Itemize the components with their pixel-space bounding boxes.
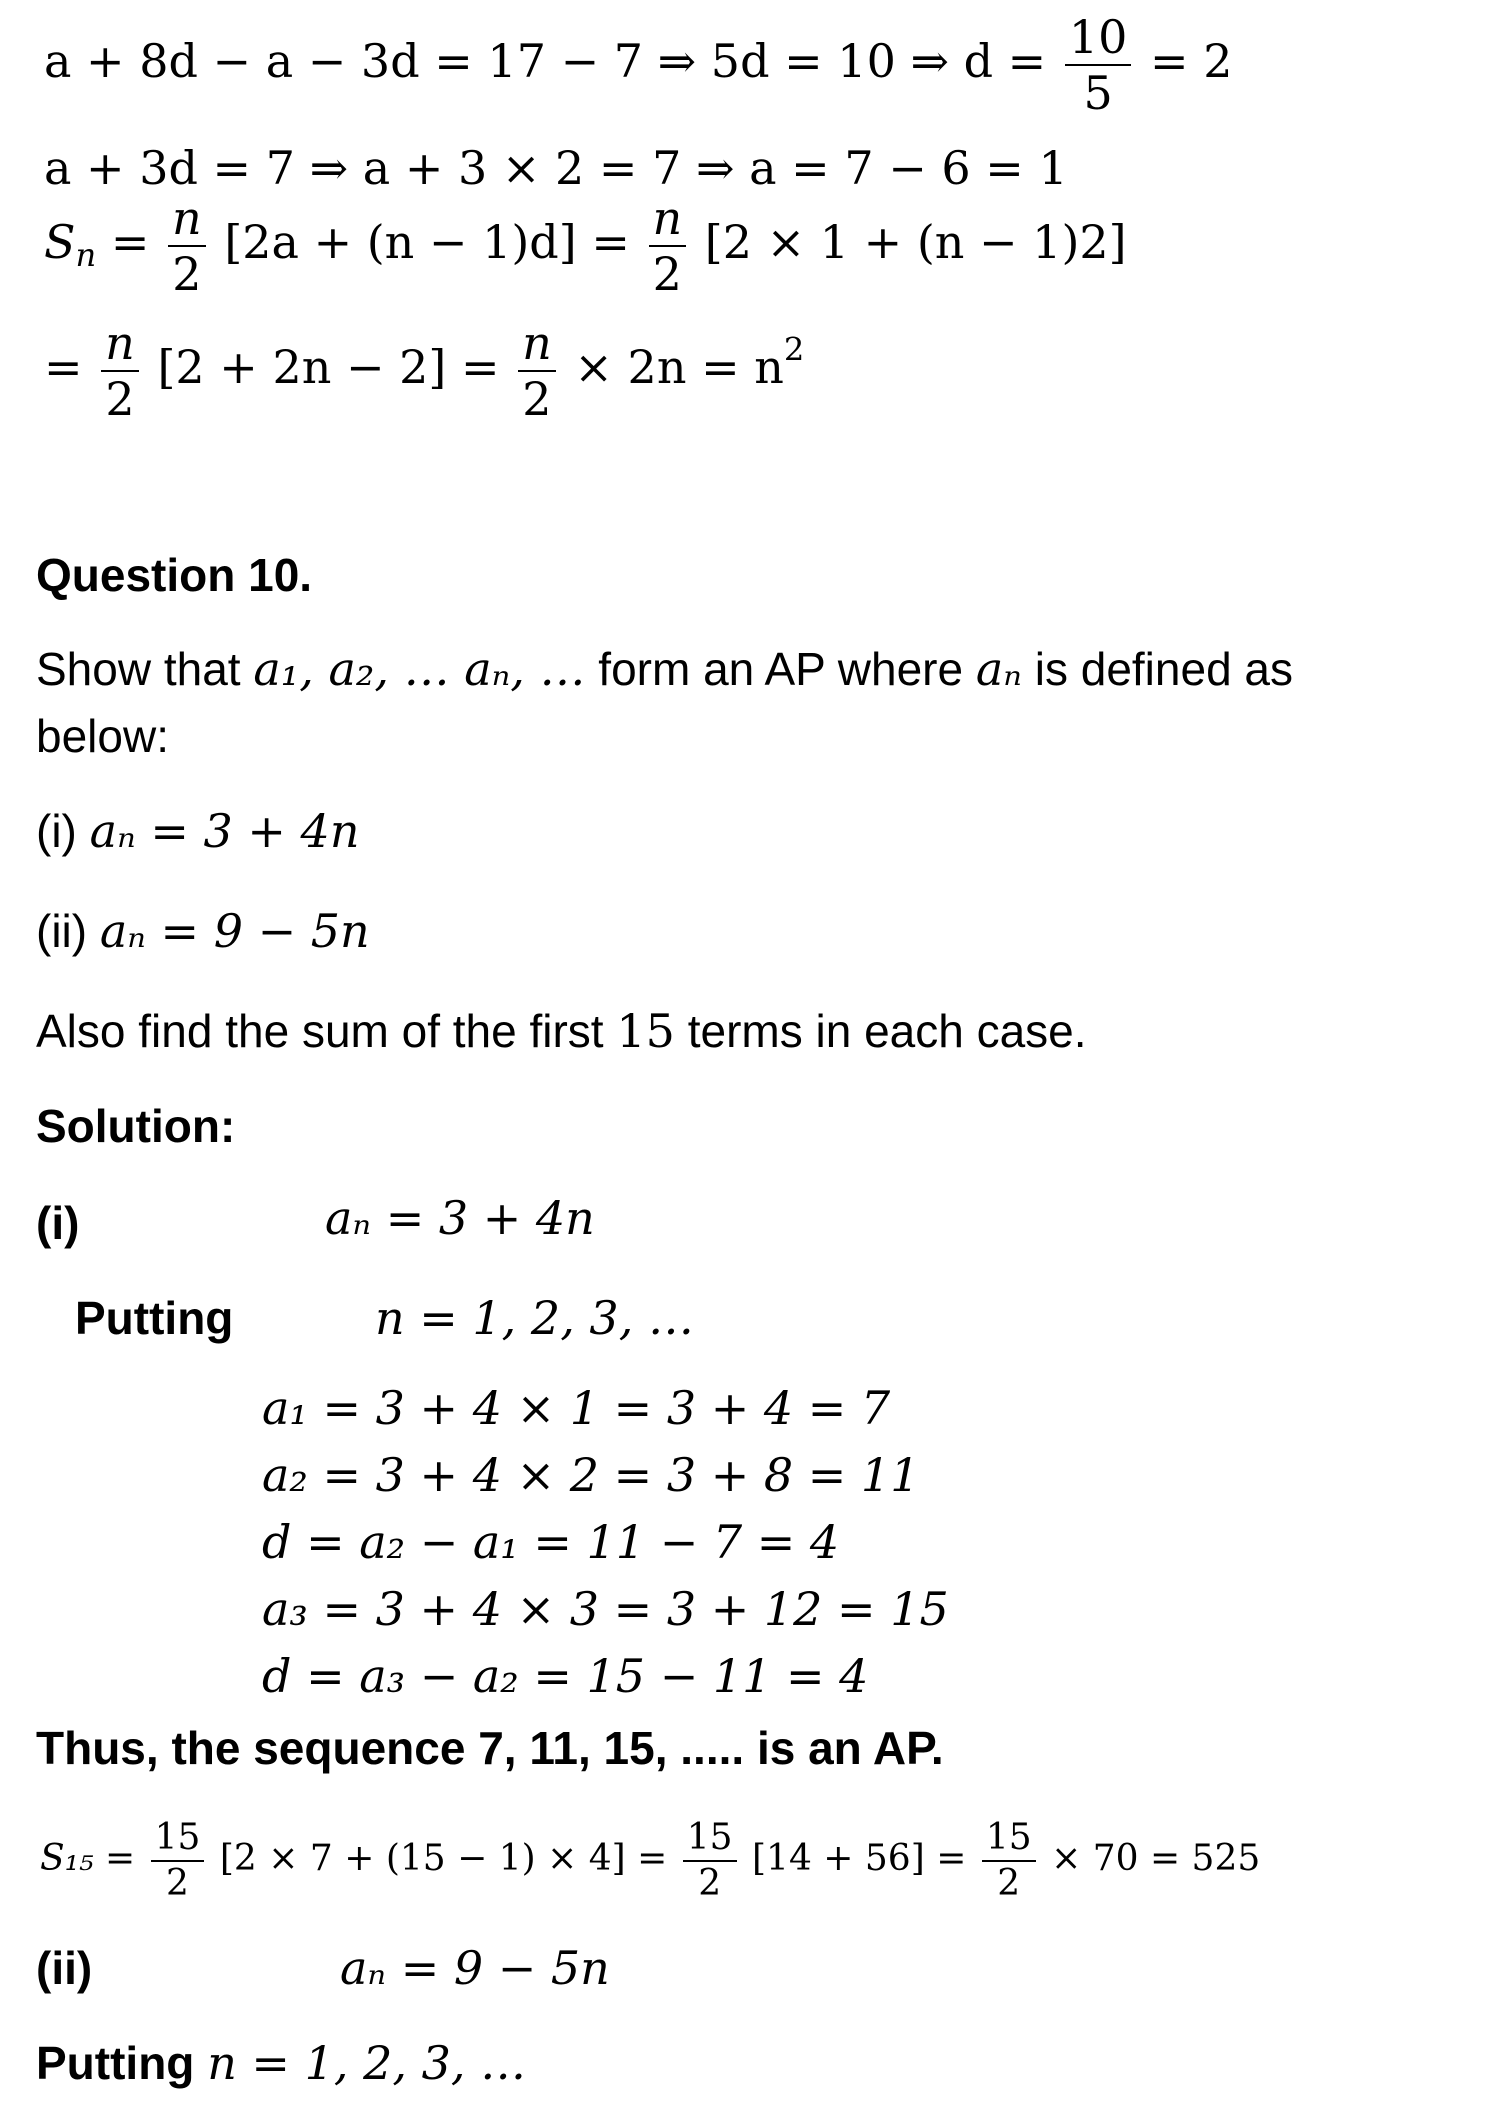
also-number: 15	[616, 1004, 675, 1058]
intro-text: is defined as	[1034, 643, 1294, 695]
equals-sign: =	[110, 215, 150, 269]
sum-15-part-3: × 70 = 525	[1051, 1838, 1261, 1879]
sum-15-part-2: [14 + 56] =	[752, 1838, 967, 1879]
intro-text: form an AP where	[598, 643, 964, 695]
fraction-numerator: 10	[1065, 14, 1132, 66]
question-intro-line-2: below:	[36, 710, 169, 762]
fraction-numerator: n	[518, 320, 556, 372]
part-expression: aₙ = 9 − 5n	[99, 904, 370, 958]
solution-ii-label: (ii)	[36, 1942, 93, 1994]
also-text: Also find the sum of the first	[36, 1005, 604, 1057]
fraction-denominator: 2	[172, 247, 202, 301]
fraction-15-over-2	[151, 1817, 205, 1904]
prev-line-4	[44, 316, 805, 426]
fraction-numerator: n	[101, 320, 139, 372]
prev-line-1	[44, 10, 1233, 120]
fraction-denominator: 2	[166, 1863, 189, 1904]
equals-sign: =	[44, 340, 83, 394]
fraction-n-over-2	[101, 316, 139, 426]
part-expression: aₙ = 3 + 4n	[89, 804, 360, 858]
question-intro-line-1	[36, 641, 1293, 699]
fraction-denominator: 2	[997, 1863, 1021, 1904]
sum-s: S	[44, 215, 76, 269]
fraction-n-over-2	[649, 191, 687, 301]
putting-2-expression: n = 1, 2, 3, …	[207, 2036, 527, 2090]
fraction-15-over-2	[982, 1817, 1036, 1904]
prev-line-4-end: × 2n = n	[574, 340, 784, 394]
fraction-15-over-2	[683, 1817, 737, 1904]
prev-line-4-mid: [2 + 2n − 2] =	[157, 340, 500, 394]
sum-15-line	[40, 1817, 1261, 1904]
prev-line-2: a + 3d = 7 ⇒ a + 3 × 2 = 7 ⇒ a = 7 − 6 = 1	[44, 141, 1068, 195]
putting-label: Putting	[75, 1292, 234, 1344]
solution-conclusion: Thus, the sequence 7, 11, 15, ..... is an AP.	[36, 1722, 944, 1774]
intro-text: Show that	[36, 643, 241, 695]
question-also-line	[36, 1003, 1087, 1061]
also-text: terms in each case.	[687, 1005, 1087, 1057]
fraction-denominator: 2	[698, 1863, 722, 1904]
solution-heading: Solution:	[36, 1100, 236, 1152]
superscript: 2	[783, 330, 805, 369]
sequence-expression: a₁, a₂, … aₙ, …	[253, 642, 586, 696]
prev-line-1-end: = 2	[1150, 34, 1233, 88]
prev-line-3-end: [2 × 1 + (n − 1)2]	[704, 215, 1127, 269]
solution-i-label: (i)	[36, 1197, 80, 1249]
fraction-numerator: n	[649, 195, 687, 247]
fraction-numerator: 15	[683, 1820, 737, 1862]
fraction-10-over-5	[1065, 10, 1132, 120]
fraction-denominator: 2	[105, 372, 135, 426]
fraction-numerator: n	[168, 195, 206, 247]
solution-step-1: a₁ = 3 + 4 × 1 = 3 + 4 = 7	[262, 1381, 891, 1435]
fraction-numerator: 15	[982, 1820, 1036, 1862]
an-symbol: aₙ	[975, 642, 1022, 696]
solution-ii-expression: aₙ = 9 − 5n	[340, 1941, 610, 1995]
solution-step-2: a₂ = 3 + 4 × 2 = 3 + 8 = 11	[262, 1448, 920, 1502]
solution-step-5: d = a₃ − a₂ = 15 − 11 = 4	[262, 1649, 869, 1703]
part-label: (i)	[36, 805, 77, 857]
prev-line-3	[44, 191, 1127, 301]
fraction-denominator: 2	[652, 247, 682, 301]
fraction-numerator: 15	[151, 1820, 205, 1862]
sum-sub: n	[75, 236, 97, 275]
question-heading: Question 10.	[36, 549, 313, 601]
fraction-n-over-2	[168, 191, 206, 301]
solution-step-3: d = a₂ − a₁ = 11 − 7 = 4	[262, 1515, 840, 1569]
question-part-i	[36, 803, 359, 861]
solution-step-4: a₃ = 3 + 4 × 3 = 3 + 12 = 15	[262, 1582, 949, 1636]
putting-2-line	[36, 2035, 526, 2093]
putting-expression: n = 1, 2, 3, …	[375, 1291, 694, 1345]
prev-line-1-text: a + 8d − a − 3d = 17 − 7 ⇒ 5d = 10 ⇒ d =	[44, 34, 1047, 88]
part-label: (ii)	[36, 905, 88, 957]
fraction-n-over-2	[518, 316, 556, 426]
fraction-denominator: 5	[1083, 66, 1113, 120]
question-part-ii	[36, 903, 370, 961]
putting-2-label: Putting	[36, 2037, 195, 2089]
sum-15-part-1: [2 × 7 + (15 − 1) × 4] =	[219, 1838, 668, 1879]
prev-line-3-mid: [2a + (n − 1)d] =	[224, 215, 630, 269]
fraction-denominator: 2	[522, 372, 552, 426]
sum-symbol	[44, 215, 97, 275]
solution-i-expression: aₙ = 3 + 4n	[325, 1191, 595, 1245]
sum-15-lhs: S₁₅ =	[40, 1838, 136, 1879]
